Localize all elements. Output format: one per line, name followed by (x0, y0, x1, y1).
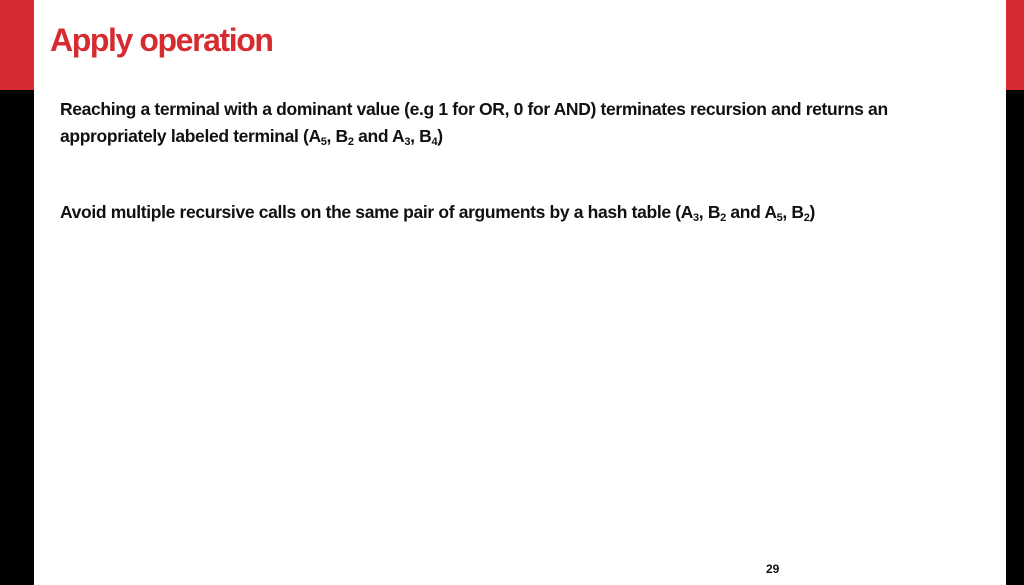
subscript: 2 (347, 136, 354, 148)
bullet-text: ) (437, 126, 443, 146)
bullet-text: ) (809, 202, 815, 222)
bullet-text: and A (353, 126, 405, 146)
subscript: 4 (431, 136, 438, 148)
subscript: 5 (776, 212, 783, 224)
bullet-dominant-terminal (60, 96, 960, 150)
bullet-text: Reaching a terminal with a dominant value (e.g 1 for OR, 0 for AND) terminates recursion and returns an (60, 99, 888, 119)
bullet-text: , B (326, 126, 348, 146)
slide (34, 0, 1006, 585)
bullet-text: , B (410, 126, 432, 146)
bullet-hash-table (60, 199, 960, 226)
subscript: 3 (693, 212, 699, 224)
left-accent-bar (0, 0, 34, 90)
right-accent-bar (1006, 0, 1024, 90)
subscript: 2 (720, 212, 726, 224)
page-number: 29 (766, 562, 780, 576)
subscript: 3 (404, 136, 411, 148)
bullet-text: Avoid multiple recursive calls on the same pair of arguments by a hash table (A (60, 202, 694, 222)
bullet-text: and A (725, 202, 777, 222)
slide-title: Apply operation (50, 22, 273, 58)
bullet-text: , B (698, 202, 721, 222)
subscript: 5 (320, 136, 327, 148)
bullet-text: appropriately labeled terminal (A (60, 126, 321, 146)
subscript: 2 (803, 212, 810, 224)
bullet-text: , B (782, 202, 804, 222)
